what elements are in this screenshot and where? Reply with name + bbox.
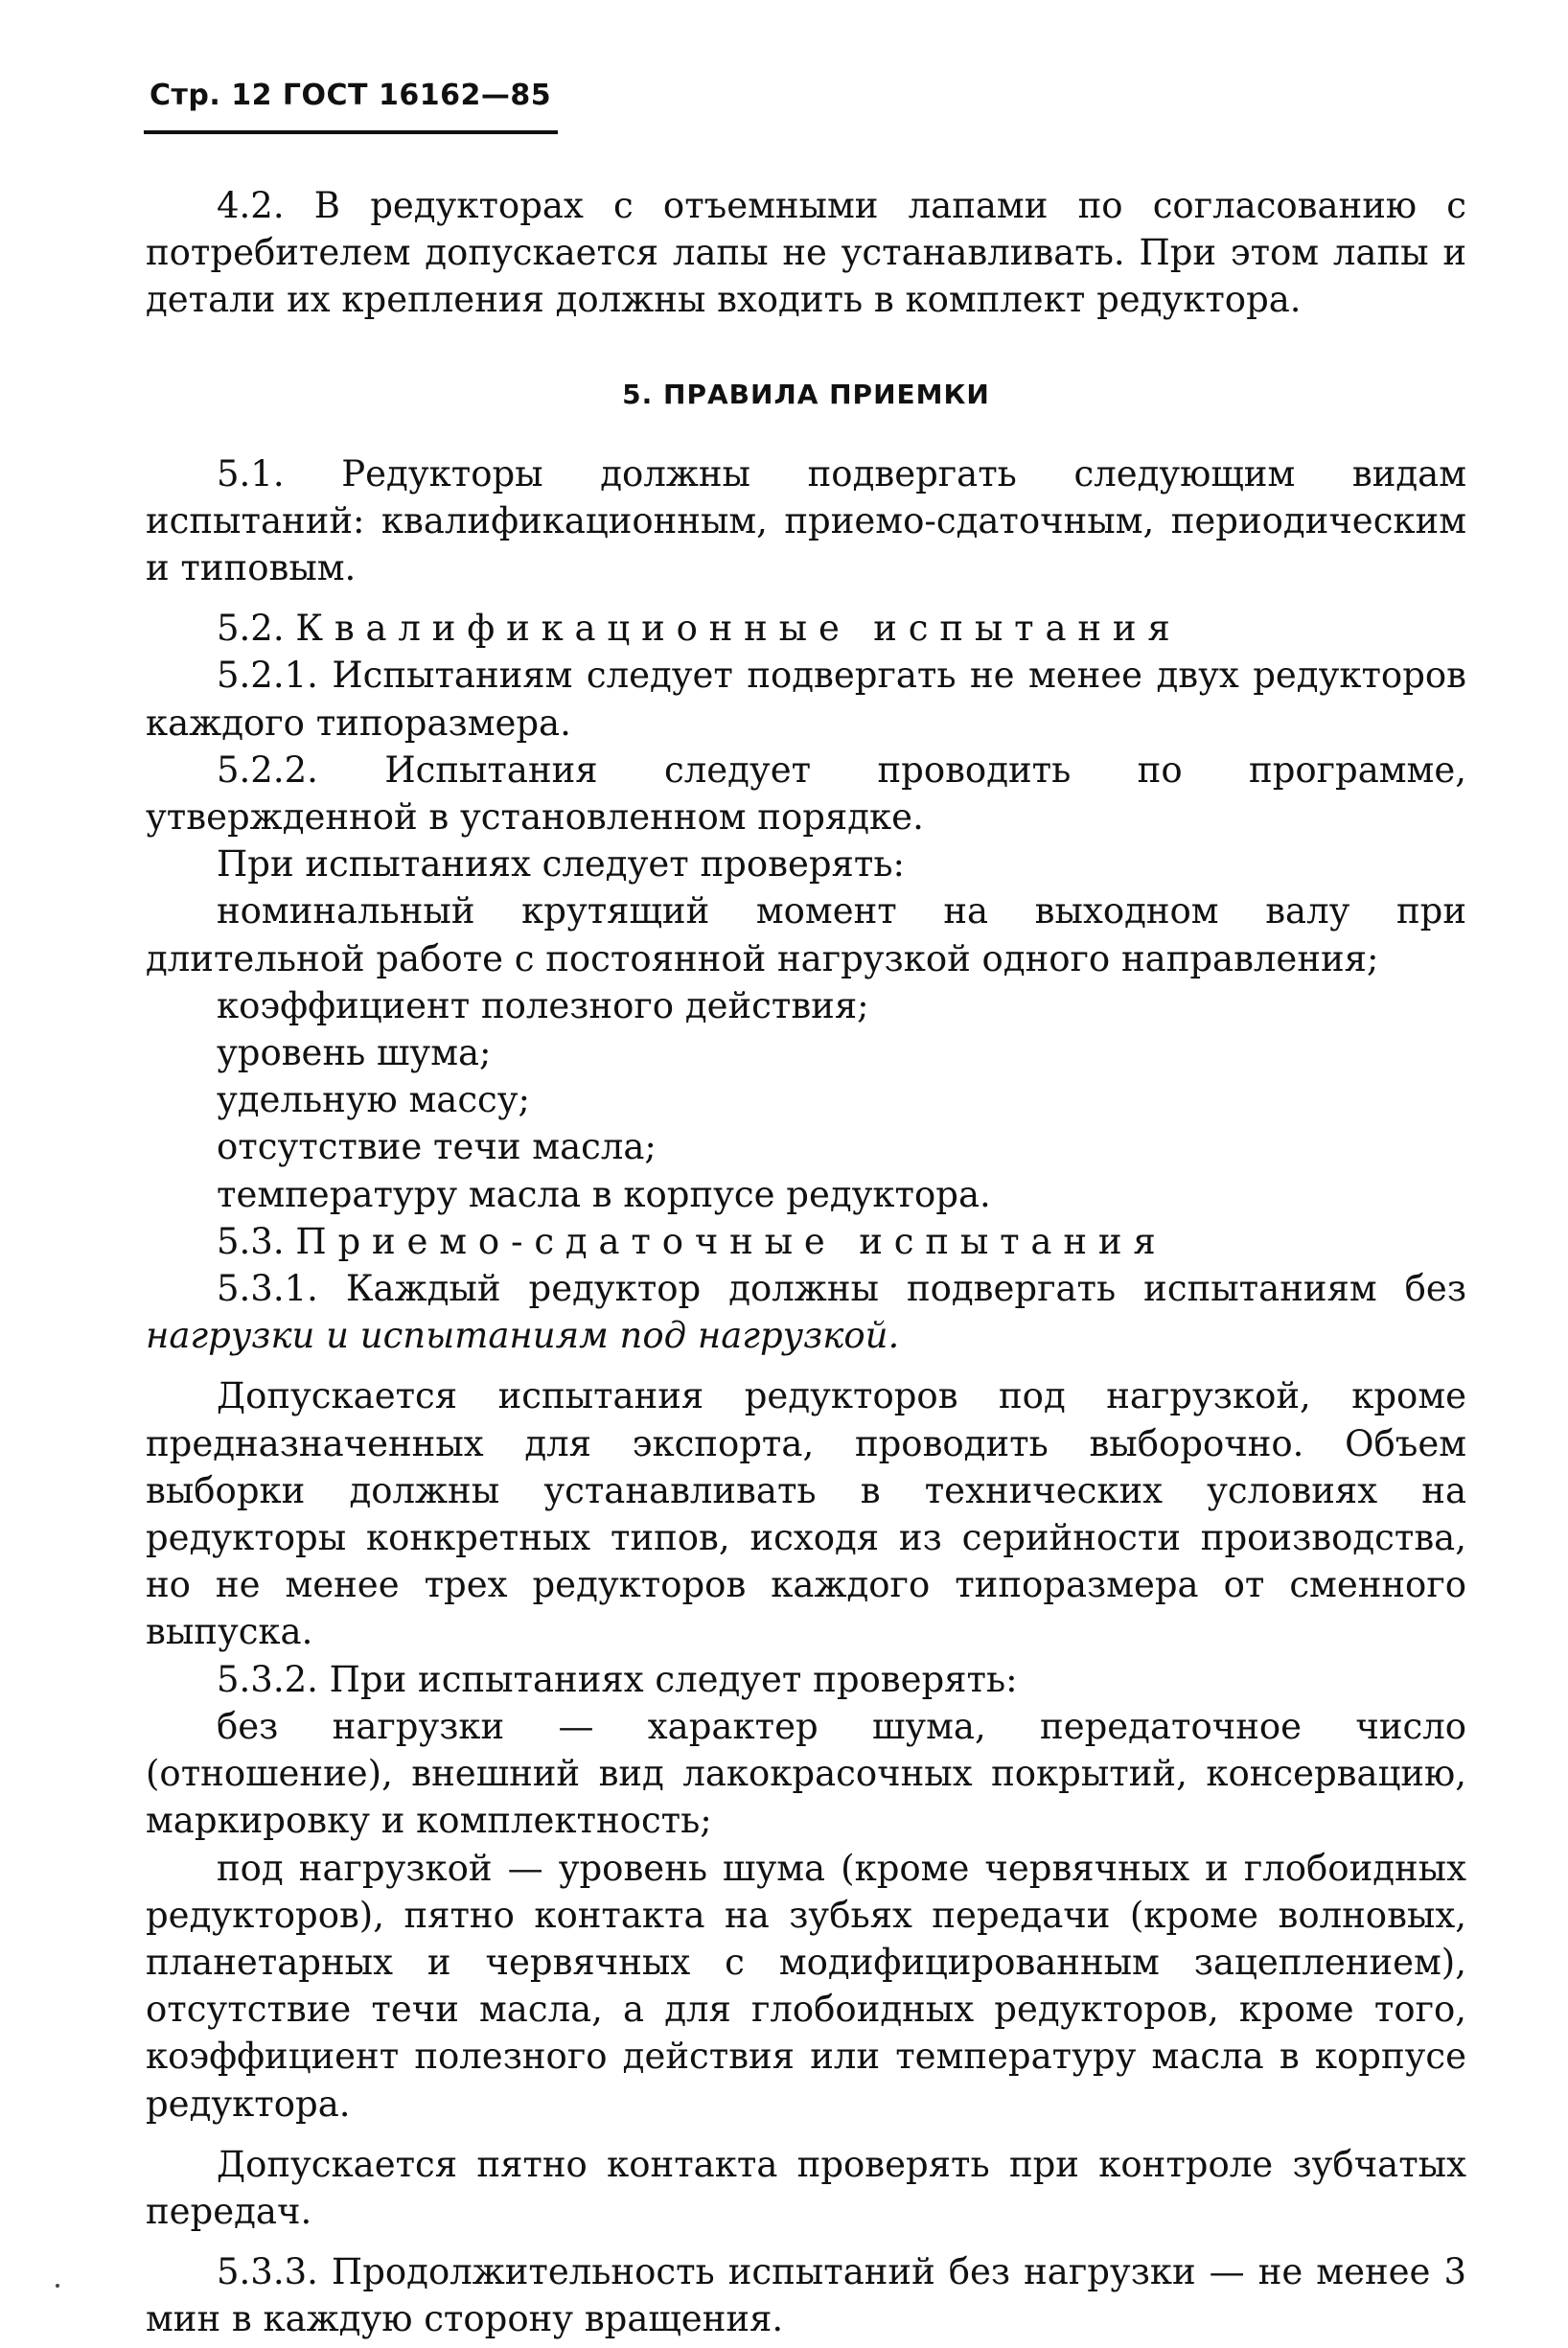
check-item: коэффициент полезного действия;: [217, 984, 869, 1026]
paragraph-5-3-2-a: без нагрузки — характер шума, передаточное число (отношение), внешний вид лакокрасочных покрытий, консервацию, маркировку и комплектность;: [146, 1705, 1466, 1842]
paragraph-5-3-2-b: под нагрузкой — уровень шума (кроме червячных и глобоидных редукторов), пятно контакта на зубьях передачи (кроме волновых, планетарных и червячных с модифицированным зацеплением), отсутствие течи масла, а для глобоидных редукторов, кроме того, коэффициент полезного действия или температуру масла в корпусе редуктора.: [146, 1847, 1466, 2125]
paragraph-5-3-1-italic: нагрузки и испытаниям под нагрузкой.: [146, 1315, 900, 1357]
paragraph-5-2-heading: [146, 605, 1466, 652]
paragraph-4-2: 4.2. В редукторах с отъемными лапами по согласованию с потребителем допускается лапы не устанавливать. При этом лапы и детали их крепления должны входить в комплект редуктора.: [146, 185, 1466, 321]
paragraph-5-2-number: 5.2.: [217, 608, 285, 650]
checks-intro: При испытаниях следует проверять:: [217, 843, 905, 886]
paragraph-5-3-2-c: Допускается пятно контакта проверять при контроле зубчатых передач.: [146, 2143, 1466, 2232]
header-rule: [144, 130, 558, 134]
paragraph-5-3-heading: [146, 1218, 1466, 1265]
check-item: температуру масла в корпусе редуктора.: [217, 1173, 991, 1215]
paragraph-5-2-2: 5.2.2. Испытания следует проводить по программе, утвержденной в установленном порядке.: [146, 748, 1466, 839]
section-5-heading: 5. ПРАВИЛА ПРИЕМКИ: [622, 378, 990, 410]
paragraph-5-3-3: 5.3.3. Продолжительность испытаний без нагрузки — не менее 3 мин в каждую сторону вращения.: [146, 2251, 1466, 2340]
check-item: отсутствие течи масла;: [217, 1126, 657, 1168]
paragraph-5-3-number: 5.3.: [217, 1220, 285, 1262]
paragraph-5-3-1: [146, 1265, 1466, 1359]
paragraph-5-3-1-b: Допускается испытания редукторов под нагрузкой, кроме предназначенных для экспорта, проводить выборочно. Объем выборки должны устанавливать в технических условиях на редукторы конкретных типов, исходя из серийности производства, но не менее трех редукторов каждого типоразмера от сменного выпуска.: [146, 1375, 1466, 1653]
paragraph-5-3-title: Приемо-сдаточные испытания: [295, 1220, 1167, 1262]
paragraph-5-1: 5.1. Редукторы должны подвергать следующим видам испытаний: квалификационным, приемо-сдаточным, периодическим и типовым.: [146, 452, 1466, 589]
page-header: Стр. 12 ГОСТ 16162—85: [150, 79, 552, 112]
check-item: удельную массу;: [217, 1079, 531, 1121]
check-item: уровень шума;: [217, 1032, 492, 1074]
scan-speck: [56, 2284, 59, 2288]
paragraph-5-2-1: 5.2.1. Испытаниям следует подвергать не менее двух редукторов каждого типоразмера.: [146, 655, 1466, 744]
check-item: номинальный крутящий момент на выходном валу при длительной работе с постоянной нагрузкой одного направления;: [146, 890, 1466, 979]
paragraph-5-2-title: Квалификационные испытания: [295, 608, 1182, 650]
document-body: [146, 182, 1466, 2343]
paragraph-5-3-1-text: 5.3.1. Каждый редуктор должны подвергать испытаниям без: [217, 1268, 1466, 1310]
paragraph-5-3-2: 5.3.2. При испытаниях следует проверять:: [217, 1658, 1018, 1700]
